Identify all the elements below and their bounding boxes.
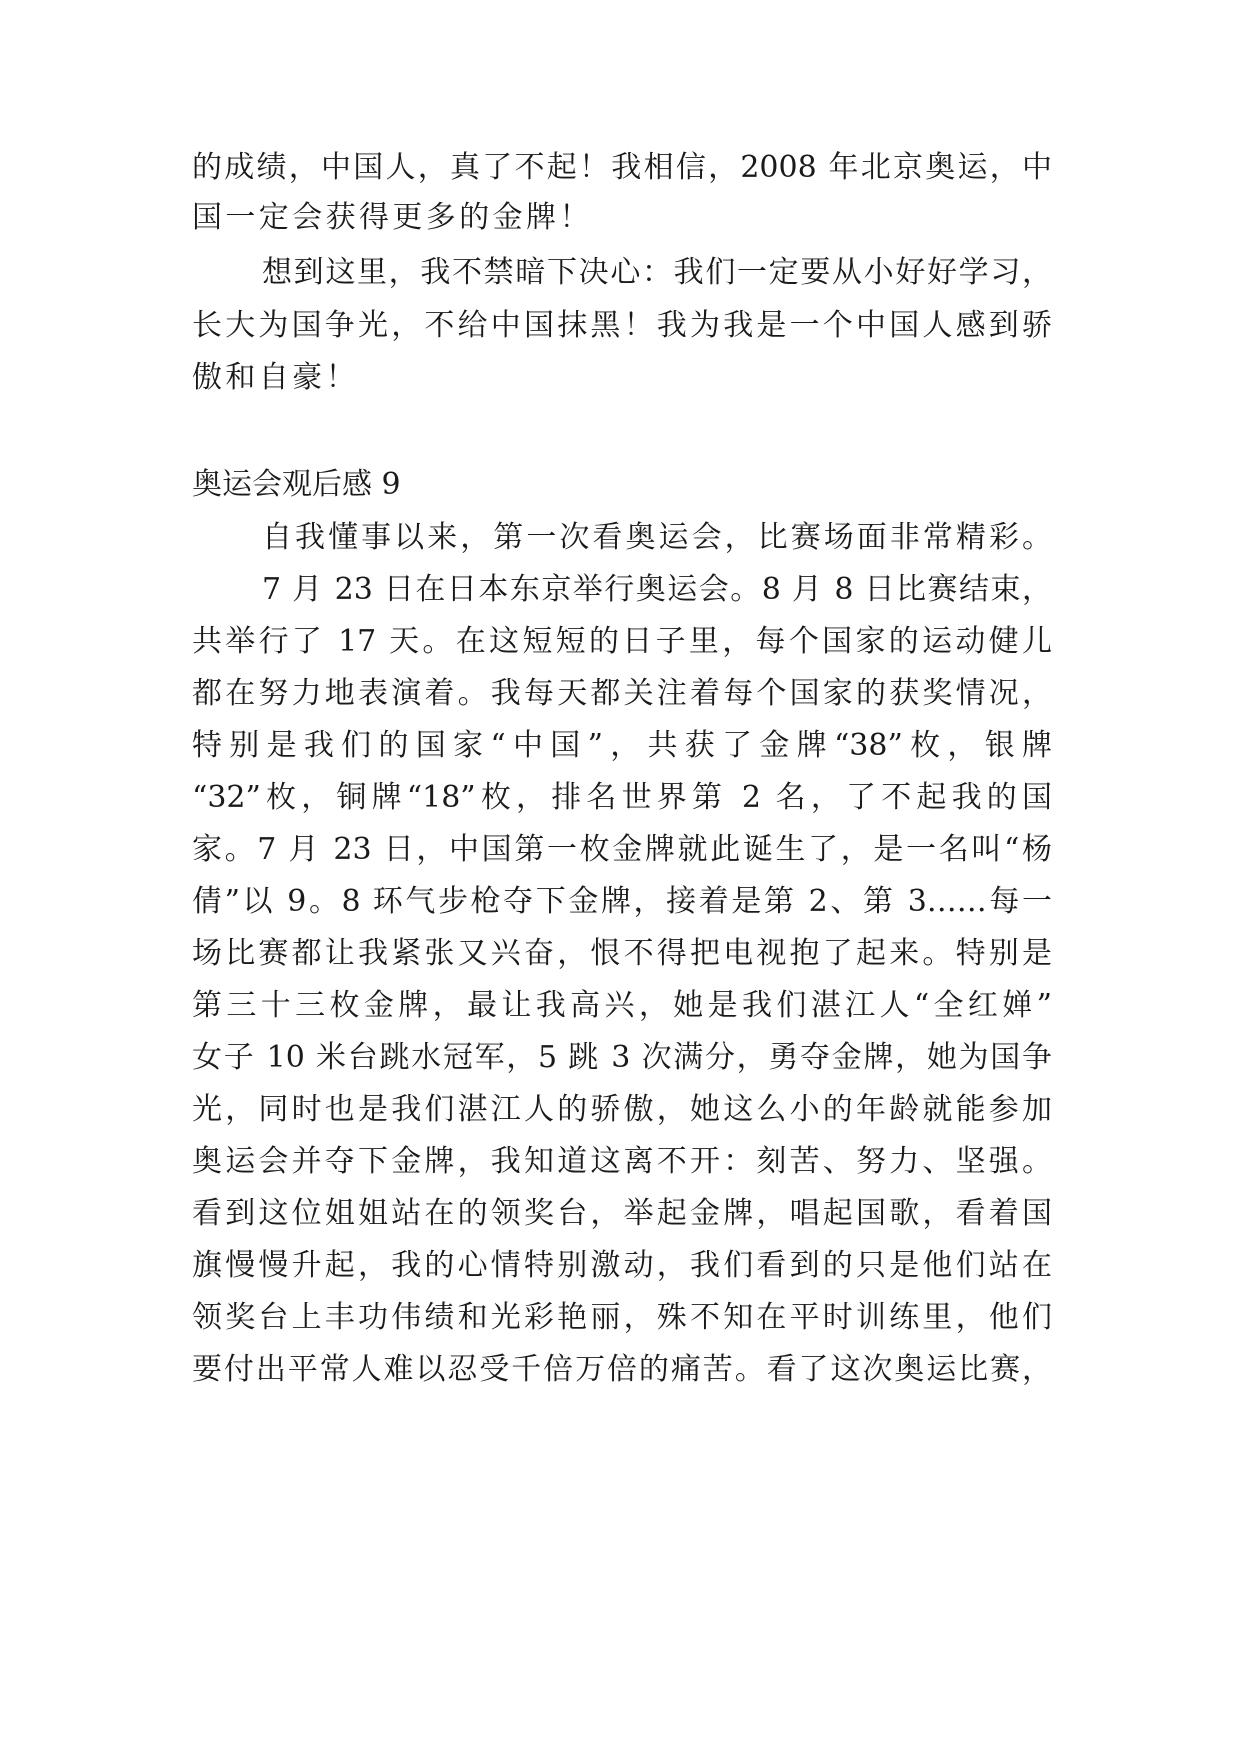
paragraph-line: 长大为国争光，不给中国抹黑！我为我是一个中国人感到骄 — [192, 308, 1052, 343]
paragraph-line: 女子 10 米台跳水冠军，5 跳 3 次满分，勇夺金牌，她为国争 — [192, 1040, 1052, 1075]
paragraph-line: 奥运会并夺下金牌，我知道这离不开：刻苦、努力、坚强。 — [192, 1144, 1052, 1179]
paragraph-line: 要付出平常人难以忍受千倍万倍的痛苦。看了这次奥运比赛， — [192, 1352, 1052, 1387]
paragraph-line: 傲和自豪！ — [192, 360, 359, 395]
paragraph-line: 共举行了 17 天。在这短短的日子里，每个国家的运动健儿 — [192, 624, 1052, 659]
paragraph-line: 7 月 23 日在日本东京举行奥运会。8 月 8 日比赛结束， — [262, 572, 1052, 607]
paragraph-line: 领奖台上丰功伟绩和光彩艳丽，殊不知在平时训练里，他们 — [192, 1300, 1052, 1335]
paragraph-line: 光，同时也是我们湛江人的骄傲，她这么小的年龄就能参加 — [192, 1092, 1052, 1127]
paragraph-line: 国一定会获得更多的金牌！ — [192, 200, 593, 235]
paragraph-line: 想到这里，我不禁暗下决心：我们一定要从小好好学习， — [262, 255, 1052, 290]
paragraph-line: 的成绩，中国人，真了不起！我相信，2008 年北京奥运，中 — [192, 150, 1052, 185]
section-heading: 奥运会观后感 9 — [192, 467, 401, 502]
paragraph-line: 第三十三枚金牌，最让我高兴，她是我们湛江人“全红婵” — [192, 988, 1052, 1023]
paragraph-line: 家。7 月 23 日，中国第一枚金牌就此诞生了，是一名叫“杨 — [192, 832, 1052, 867]
paragraph-line: 倩”以 9。8 环气步枪夺下金牌，接着是第 2、第 3……每一 — [192, 884, 1052, 919]
paragraph-line: 特别是我们的国家“中国”，共获了金牌“38”枚，银牌 — [192, 728, 1052, 763]
paragraph-line: 都在努力地表演着。我每天都关注着每个国家的获奖情况， — [192, 676, 1052, 711]
paragraph-line: “32”枚，铜牌“18”枚，排名世界第 2 名，了不起我的国 — [192, 780, 1052, 815]
paragraph-line: 自我懂事以来，第一次看奥运会，比赛场面非常精彩。 — [262, 520, 1052, 555]
paragraph-line: 旗慢慢升起，我的心情特别激动，我们看到的只是他们站在 — [192, 1248, 1052, 1283]
paragraph-line: 看到这位姐姐站在的领奖台，举起金牌，唱起国歌，看着国 — [192, 1196, 1052, 1231]
paragraph-line: 场比赛都让我紧张又兴奋，恨不得把电视抱了起来。特别是 — [192, 936, 1052, 971]
